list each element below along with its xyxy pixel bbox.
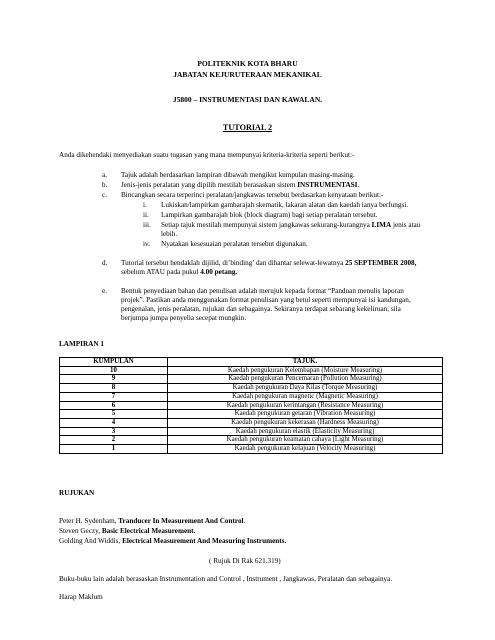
- item-d-text: Tutorial tersebut hendaklah dijilid, di’binding’ dan dihantar selewat-lewatnya 25 SEPTEMBER 2008,: [121, 259, 417, 267]
- group-cell: 8: [60, 384, 168, 393]
- lampiran-table: [59, 357, 443, 454]
- reference-1: Peter H. Sydenham, Tranducer In Measurement And Control.: [59, 517, 246, 525]
- table-row: [60, 436, 443, 445]
- topic-cell: Kaedah pengukuran getaran (Vibration Measuring): [168, 410, 443, 419]
- column-header-kumpulan: KUMPULAN: [60, 358, 168, 367]
- group-cell: 7: [60, 392, 168, 401]
- sub-iv-text: Nyatakan kesesuaian peralatan tersebut digunakan.: [161, 240, 308, 248]
- table-row: [60, 384, 443, 393]
- topic-cell: Kaedah pengukuran kekerasan (Hardness Measuring): [168, 418, 443, 427]
- reference-3: Golding And Widdis, Electrical Measurement And Measuring Instruments.: [59, 537, 287, 545]
- lampiran-title: LAMPIRAN 1: [59, 340, 104, 348]
- rujukan-title: RUJUKAN: [59, 489, 95, 497]
- closing-text: Harap Maklum: [59, 593, 103, 601]
- group-cell: 3: [60, 427, 168, 436]
- topic-cell: Kaedah pengukuran magnetic (Magnetic Measuring): [168, 392, 443, 401]
- item-c-label: c.: [102, 191, 107, 199]
- group-cell: 9: [60, 375, 168, 384]
- group-cell: 4: [60, 418, 168, 427]
- sub-ii-text: Lampirkan gambarajah blok (block diagram) bagi setiap peralatan tersebut.: [161, 211, 378, 219]
- table-row: [60, 418, 443, 427]
- column-header-tajuk: TAJUK.: [168, 358, 443, 367]
- sub-i-label: i.: [143, 201, 147, 209]
- sub-iv-label: iv.: [143, 240, 150, 248]
- item-e-line2: projek”. Pastikan anda menggunakan format penulisan yang betul seperti mempunyai isi kandungan,: [121, 296, 411, 304]
- item-c-text: Bincangkan secara terperinci peralatan/jangkawas tersebut berdasarkan kenyataan berikut:-: [121, 191, 384, 199]
- topic-cell: Kaedah pengukuran Daya Kilas (Torque Measuring): [168, 384, 443, 393]
- item-e-label: e.: [102, 287, 107, 295]
- group-cell: 6: [60, 401, 168, 410]
- sub-iii-text: Setiap tajuk mestilah mempunyai sistem jangkawas sekurang-kurangnya LIMA jenis atau: [161, 221, 421, 229]
- table-row: [60, 410, 443, 419]
- rak-reference: ( Rujuk Di Rak 621.319): [209, 557, 281, 565]
- group-cell: 2: [60, 436, 168, 445]
- item-e-line1: Bentuk penyediaan bahan dan penulisan adalah merujuk kepada format “Panduan menulis laporan: [121, 287, 404, 295]
- group-cell: 10: [60, 366, 168, 375]
- sub-i-text: Lukiskan/lampirkan gambarajah skematik, lakaran alatan dan kaedah ianya berfungsi.: [161, 201, 409, 209]
- item-e-line4: berjumpa jumpa penyelia secepat mungkin.: [121, 314, 247, 322]
- sub-iii-text-line2: lebih.: [161, 230, 178, 238]
- intro-text: Anda dikehendaki menyediakan suatu tugasan yang mana mempunyai kriteria-kriteria seperti berikut:-: [59, 151, 355, 159]
- item-e-line3: pengenalan, jenis peralatan, rujukan dan sebagainya. Sekiranya terdapat sebarang kekeliruan, sila: [121, 305, 401, 313]
- table-row: [60, 392, 443, 401]
- institution-name: POLITEKNIK KOTA BHARU: [197, 59, 298, 68]
- course-title: J5800 – INSTRUMENTASI DAN KAWALAN.: [172, 95, 323, 104]
- tutorial-title: TUTORIAL 2: [222, 123, 273, 132]
- topic-cell: Kaedah pengukuran kelajuan (Velocity Measuring): [168, 445, 443, 454]
- item-a-text: Tajuk adalah berdasarkan lampiran dibawah mengikut kumpulan masing-masing.: [121, 171, 355, 179]
- table-row: [60, 401, 443, 410]
- topic-cell: Kaedah pengukuran Kelembapan (Moisture Measuring): [168, 366, 443, 375]
- item-b-label: b.: [102, 181, 108, 189]
- sub-ii-label: ii.: [143, 211, 149, 219]
- group-cell: 1: [60, 445, 168, 454]
- item-d-label: d.: [102, 259, 108, 267]
- item-d-text-line2: sebelum ATAU pada pukul 4.00 petang.: [121, 268, 238, 276]
- table-row: [60, 427, 443, 436]
- rujukan-note: Buku-buku lain adalah berasaskan Instrumentation and Control , Instrument , Jangkawas, Peralatan dan sebagainya.: [59, 575, 393, 583]
- table-row: [60, 375, 443, 384]
- topic-cell: Kaedah pengukuran Pencemaran (Pollution Measuring): [168, 375, 443, 384]
- department-name: JABATAN KEJURUTERAAN MEKANIKAL: [173, 70, 322, 79]
- reference-2: Steven Geczy, Basic Electrical Measurement.: [59, 527, 196, 535]
- item-b-text: Jenis-jenis peralatan yang dipilih mestilah berasaskan sistem INSTRUMENTASI.: [121, 181, 360, 189]
- topic-cell: Kaedah pengukuran elastik (Elasticity Measuring): [168, 427, 443, 436]
- group-cell: 5: [60, 410, 168, 419]
- table-row: [60, 445, 443, 454]
- sub-iii-label: iii.: [143, 221, 151, 229]
- topic-cell: Kaedah pengukuran keamatan cahaya (Light Measuring): [168, 436, 443, 445]
- table-row: [60, 366, 443, 375]
- topic-cell: Kaedah pengukuran kerintangan (Resistance Measuring): [168, 401, 443, 410]
- table-header-row: [60, 358, 443, 367]
- item-a-label: a.: [102, 171, 107, 179]
